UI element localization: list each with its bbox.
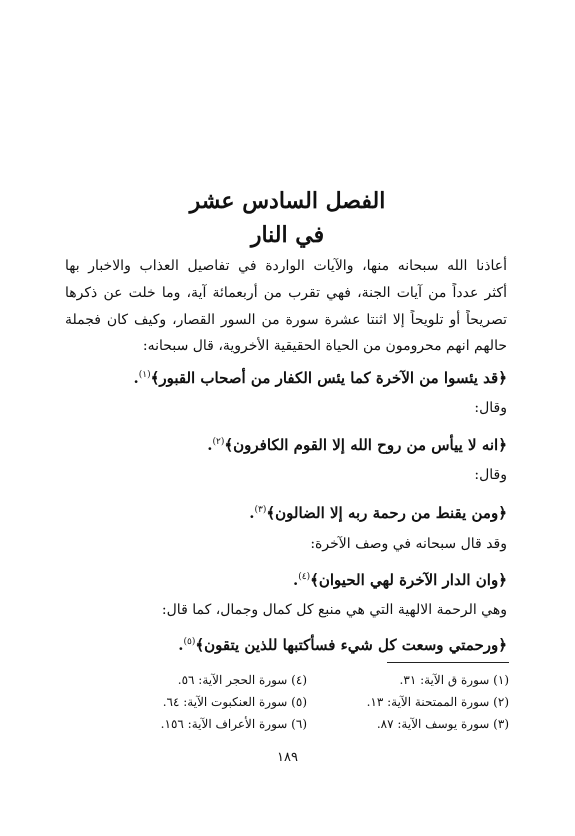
verse-text: ﴿انه لا ييأس من روح الله إلا القوم الكافرون﴾ [224,436,507,454]
footnote-ref: (٥) [183,637,196,647]
verse-text: ﴿ومن يقنط من رحمة ربه إلا الضالون﴾ [266,504,507,522]
text-line: وهي الرحمة الالهية التي هي منبع كل كمال وجمال، كما قال: [161,602,507,618]
paragraph-line: حالهم انهم محرومون من الحياة الحقيقية الأخروية، قال سبحانه: [142,338,507,354]
footnote-ref: (٤) [298,572,311,582]
text-line: وقال: [474,467,507,483]
verse-text: ﴿وان الدار الآخرة لهي الحيوان﴾ [310,571,507,589]
footnote-divider [387,662,509,663]
footnote-ref: (٣) [254,505,267,515]
quran-verse [65,500,507,523]
verse-text: ﴿ورحمتي وسعت كل شيء فسأكتبها للذين يتقون﴾ [195,636,507,654]
verse-end: . [249,504,255,522]
footnote-1: (١) سورة ق الآية: ٣١. [399,673,509,687]
verse-end: . [292,571,299,589]
paragraph-line: أكثر عدداً من آيات الجنة، فهي تقرب من أربعمائة آية، وما خلت عن ذكرها [65,285,507,301]
footnote-2: (٢) سورة الممتحنة الآية: ١٣. [366,695,509,709]
quran-verse [65,567,507,590]
paragraph-line: تصريحاً أو تلويحاً إلا اثنتا عشرة سورة من السور القصار، وكيف كان فجملة [65,312,507,328]
footnote-4: (٤) سورة الحجر الآية: ٥٦. [177,673,307,687]
quran-verse [65,632,507,655]
verse-end: . [207,436,213,454]
paragraph-line: أعاذنا الله سبحانه منها، والآيات الواردة في تفاصيل العذاب والاخبار بها [65,258,507,274]
quran-verse [65,365,507,388]
footnote-5: (٥) سورة العنكبوت الآية: ٦٤. [162,695,307,709]
verse-end: . [178,636,184,654]
quran-verse [65,432,507,455]
footnote-3: (٣) سورة يوسف الآية: ٨٧. [376,717,509,731]
chapter-title: الفصل السادس عشر [189,188,386,214]
text-line: وقد قال سبحانه في وصف الآخرة: [310,536,507,552]
verse-text: ﴿قد يئسوا من الآخرة كما يئس الكفار من أصحاب القبور﴾ [150,369,507,387]
text-line: وقال: [474,400,507,416]
page-number: ١٨٩ [277,750,298,765]
footnote-6: (٦) سورة الأعراف الآية: ١٥٦. [160,717,307,731]
verse-end: . [133,369,139,387]
footnote-ref: (٢) [212,437,225,447]
chapter-subtitle: في النار [250,222,325,248]
footnote-ref: (١) [138,370,151,380]
